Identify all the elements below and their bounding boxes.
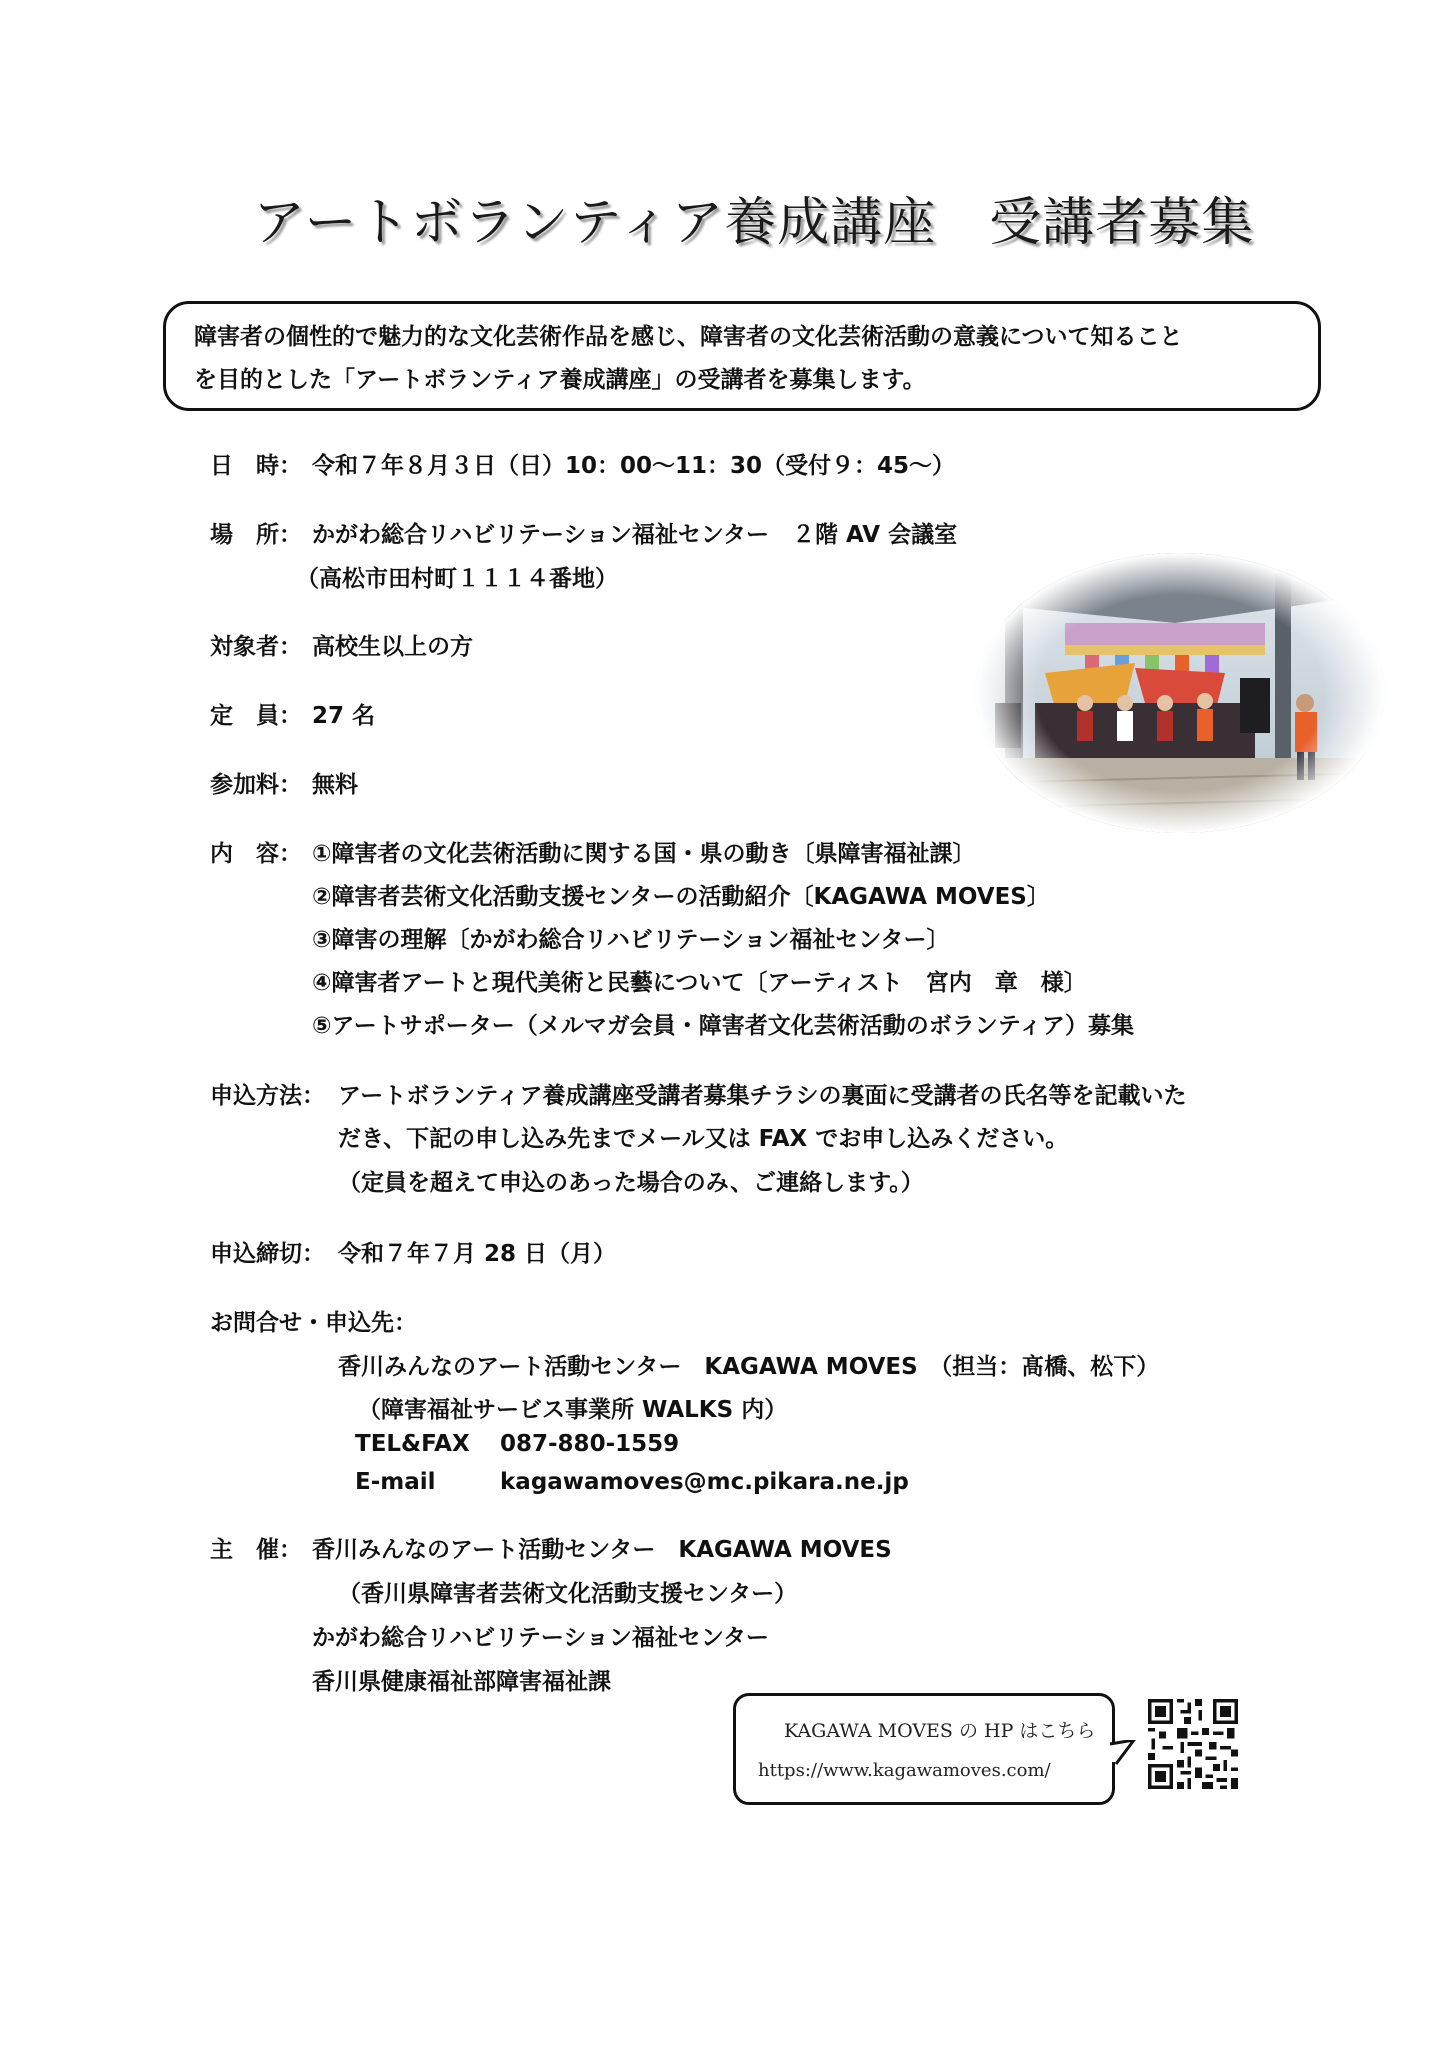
contact-label: お問合せ・申込先：	[210, 1310, 417, 1336]
capacity-label: 定 員：	[210, 703, 302, 729]
organizer-line-2: （香川県障害者芸術文化活動支援センター）	[338, 1581, 798, 1607]
organizer-line-1: 香川みんなのアート活動センター KAGAWA MOVES	[312, 1537, 892, 1563]
callout-tail	[1108, 1740, 1138, 1790]
capacity-row	[210, 697, 375, 730]
datetime-row	[210, 447, 955, 480]
contact-tel-row	[355, 1431, 679, 1457]
content-item-1: ①障害者の文化芸術活動に関する国・県の動き〔県障害福祉課〕	[312, 841, 976, 867]
intro-box	[163, 301, 1321, 411]
application-line-1: アートボランティア養成講座受講者募集チラシの裏面に受講者の氏名等を記載いた	[338, 1083, 1187, 1109]
fee-label: 参加料：	[210, 772, 302, 798]
homepage-url[interactable]: https://www.kagawamoves.com/	[758, 1760, 1051, 1781]
deadline-label: 申込締切：	[210, 1241, 325, 1267]
venue-row	[210, 516, 957, 549]
mail-value[interactable]: kagawamoves@mc.pikara.ne.jp	[500, 1469, 909, 1495]
deadline-value: 令和７年７月 28 日（月）	[338, 1241, 617, 1267]
content-item-5: ⑤アートサポーター（メルマガ会員・障害者文化芸術活動のボランティア）募集	[312, 1013, 1134, 1039]
content-item-4: ④障害者アートと現代美術と民藝について〔アーティスト 宮内 章 様〕	[312, 970, 1087, 996]
content-item-2: ②障害者芸術文化活動支援センターの活動紹介〔KAGAWA MOVES〕	[312, 884, 1050, 910]
application-label: 申込方法：	[210, 1083, 325, 1109]
event-photo	[975, 553, 1385, 833]
contact-org: 香川みんなのアート活動センター KAGAWA MOVES （担当：髙橋、松下）	[338, 1354, 1160, 1380]
intro-line-1: 障害者の個性的で魅力的な文化芸術作品を感じ、障害者の文化芸術活動の意義について知ること	[194, 324, 1183, 350]
datetime-label: 日 時：	[210, 453, 302, 479]
venue-address: （高松市田村町１１１４番地）	[296, 566, 618, 592]
deadline-row	[210, 1235, 616, 1268]
target-label: 対象者：	[210, 634, 302, 660]
datetime-value: 令和７年８月３日（日）10：00～11：30（受付９：45～）	[312, 453, 956, 479]
content-item-3: ③障害の理解〔かがわ総合リハビリテーション福祉センター〕	[312, 927, 950, 953]
homepage-callout	[733, 1693, 1115, 1805]
application-row	[210, 1077, 1186, 1110]
content-label: 内 容：	[210, 841, 302, 867]
homepage-callout-text: KAGAWA MOVES の HP はこちら	[784, 1720, 1096, 1742]
venue-value: かがわ総合リハビリテーション福祉センター ２階 AV 会議室	[312, 522, 958, 548]
organizer-line-3: かがわ総合リハビリテーション福祉センター	[312, 1625, 770, 1651]
intro-line-2: を目的とした「アートボランティア養成講座」の受講者を募集します。	[194, 367, 926, 393]
mail-label: E-mail	[355, 1469, 436, 1495]
target-row	[210, 628, 473, 661]
venue-label: 場 所：	[210, 522, 302, 548]
page-title: アートボランティア養成講座 受講者募集	[253, 193, 1255, 253]
content-row	[210, 835, 975, 868]
qr-code-icon[interactable]	[1148, 1699, 1238, 1789]
target-value: 高校生以上の方	[312, 634, 473, 660]
application-line-2: だき、下記の申し込み先までメール又は FAX でお申し込みください。	[338, 1126, 1069, 1152]
event-photo-illustration	[975, 553, 1385, 833]
organizer-label: 主 催：	[210, 1537, 302, 1563]
tel-value: 087-880-1559	[500, 1431, 680, 1457]
contact-sub: （障害福祉サービス事業所 WALKS 内）	[358, 1397, 788, 1423]
fee-value: 無料	[312, 772, 358, 798]
organizer-row	[210, 1531, 892, 1564]
capacity-value: 27 名	[312, 703, 376, 729]
contact-mail-row	[355, 1469, 909, 1495]
organizer-line-4: 香川県健康福祉部障害福祉課	[312, 1669, 611, 1695]
tel-label: TEL&FAX	[355, 1431, 470, 1457]
fee-row	[210, 766, 358, 799]
application-note: （定員を超えて申込のあった場合のみ、ご連絡します。）	[338, 1170, 924, 1196]
